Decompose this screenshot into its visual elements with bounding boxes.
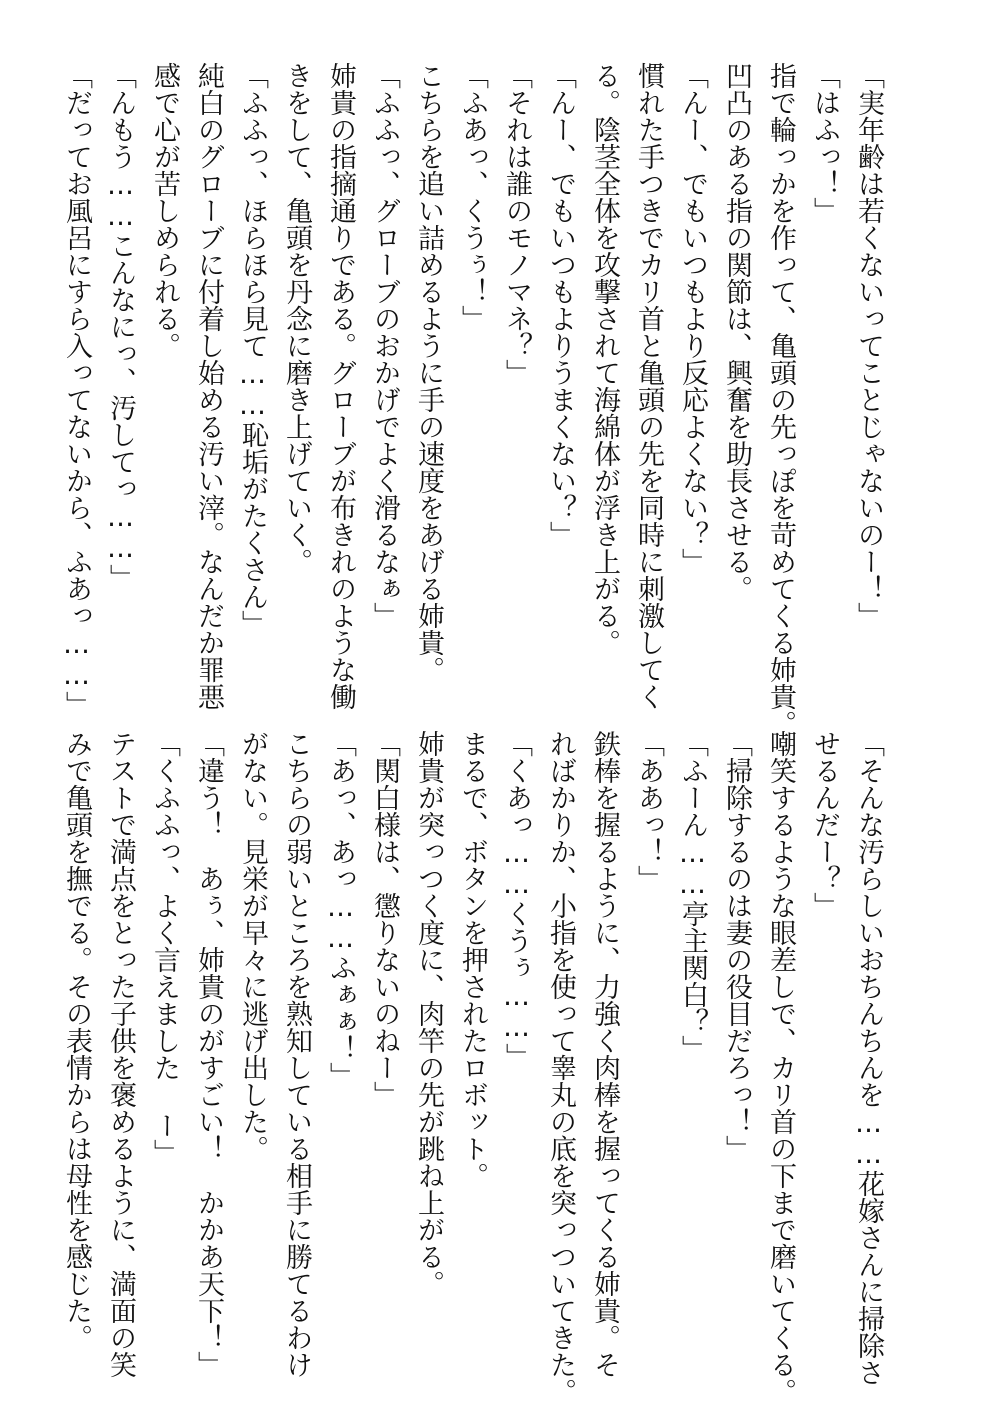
text-line: 嘲笑するような眼差しで、カリ首の下まで磨いてくる。 bbox=[765, 730, 796, 1405]
text-line: 「んもう……こんなにっ、汚してっ……」 bbox=[105, 62, 136, 591]
text-line: 「ふあっ、くうぅ！」 bbox=[457, 62, 488, 332]
text-line: せるんだー？」 bbox=[809, 730, 840, 919]
text-line: 「だってお風呂にすら入ってないから、ふあっ……」 bbox=[61, 62, 92, 718]
text-line: 慣れた手つきでカリ首と亀頭の先を同時に刺激してく bbox=[633, 62, 664, 710]
text-line: がない。見栄が早々に逃げ出した。 bbox=[237, 730, 268, 1162]
text-line: ればかりか、小指を使って睾丸の底を突っついてきた。 bbox=[545, 730, 576, 1405]
lower-text-block bbox=[61, 730, 890, 1405]
text-line: 「くあっ……くうぅ……」 bbox=[501, 730, 532, 1070]
text-line: 凹凸のある指の関節は、興奮を助長させる。 bbox=[721, 62, 752, 602]
text-line: 「んー、でもいつもより反応よくない？」 bbox=[677, 62, 708, 575]
text-line: こちらの弱いところを熟知している相手に勝てるわけ bbox=[281, 730, 312, 1378]
text-line: 「んー、でもいつもよりうまくない？」 bbox=[545, 62, 576, 548]
text-line: 「はふっ！」 bbox=[809, 62, 840, 224]
text-line: まるで、ボタンを押されたロボット。 bbox=[457, 730, 488, 1189]
text-line: 「実年齢は若くないってことじゃないのー！」 bbox=[853, 62, 884, 629]
text-line: 指で輪っかを作って、亀頭の先っぽを苛めてくる姉貴。 bbox=[765, 62, 796, 737]
text-line: 「ふーん……亭主関白？」 bbox=[677, 730, 708, 1062]
text-line: 「ふふっ、グローブのおかげでよく滑るなぁ」 bbox=[369, 62, 400, 629]
text-line: 感で心が苦しめられる。 bbox=[149, 62, 180, 359]
text-line: 「それは誰のモノマネ？」 bbox=[501, 62, 532, 386]
text-line: 「関白様は、懲りないのねー」 bbox=[369, 730, 400, 1108]
text-line: 「ふふっ、ほらほら見て……恥垢がたくさん」 bbox=[237, 62, 268, 637]
text-line: テストで満点をとった子供を褒めるように、満面の笑 bbox=[105, 730, 136, 1378]
text-line: 「あっ、あっ……ふぁぁ！」 bbox=[325, 730, 356, 1089]
text-line: 姉貴が突っつく度に、肉竿の先が跳ね上がる。 bbox=[413, 730, 444, 1297]
text-line: 「違う！ あぅ、姉貴のがすごい！ かかあ天下！」 bbox=[193, 730, 224, 1378]
text-line: こちらを追い詰めるように手の速度をあげる姉貴。 bbox=[413, 62, 444, 683]
text-line: る。陰茎全体を攻撃されて海綿体が浮き上がる。 bbox=[589, 62, 620, 656]
text-line: みで亀頭を撫でる。その表情からは母性を感じた。 bbox=[61, 730, 92, 1351]
upper-text-block bbox=[61, 62, 890, 737]
text-line: きをして、亀頭を丹念に磨き上げていく。 bbox=[281, 62, 312, 575]
text-line: 姉貴の指摘通りである。グローブが布きれのような働 bbox=[325, 62, 356, 710]
text-line: 「くふふっ、よく言えました ー」 bbox=[149, 730, 180, 1166]
text-line: 「ああっ！」 bbox=[633, 730, 664, 892]
text-line: 鉄棒を握るように、力強く肉棒を握ってくる姉貴。そ bbox=[589, 730, 620, 1378]
text-line: 「そんな汚らしいおちんちんを……花嫁さんに掃除さ bbox=[853, 730, 884, 1386]
text-line: 「掃除するのは妻の役目だろっ！」 bbox=[721, 730, 752, 1162]
text-line: 純白のグローブに付着し始める汚い滓。なんだか罪悪 bbox=[193, 62, 224, 710]
